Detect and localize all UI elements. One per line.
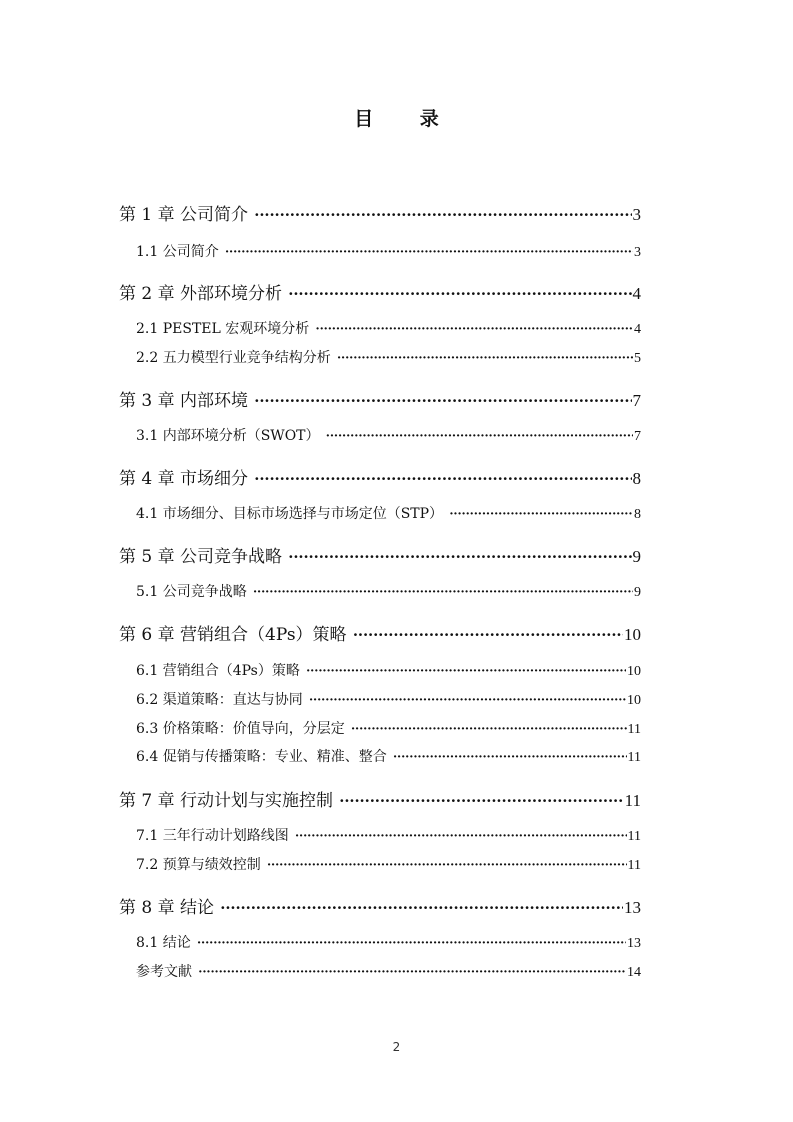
toc-chapter-entry[interactable]: [119, 786, 641, 811]
dot-leader: [254, 205, 631, 225]
toc-entry-label: 第 3 章 内部环境: [119, 391, 249, 411]
toc-chapter-entry[interactable]: [119, 464, 641, 489]
toc-entry-label: 1.1 公司简介: [136, 244, 219, 260]
toc-entry-label: 第 6 章 营销组合（4Ps）策略: [119, 625, 347, 645]
toc-entry-page-number: 14: [627, 965, 641, 980]
dot-leader: [198, 965, 626, 981]
toc-entry-page-number: 4: [634, 322, 641, 337]
toc-entry-label: 7.1 三年行动计划路线图: [136, 828, 289, 844]
toc-entry-page-number: 10: [627, 664, 641, 679]
toc-entry-page-number: 9: [634, 585, 641, 600]
dot-leader: [254, 391, 631, 411]
toc-section-entry[interactable]: [136, 660, 641, 680]
toc-entry-page-number: 7: [632, 391, 641, 410]
dot-leader: [306, 664, 626, 680]
dot-leader: [220, 898, 623, 918]
toc-entry-page-number: 4: [632, 284, 641, 303]
toc-entry-label: 第 2 章 外部环境分析: [119, 284, 283, 304]
dot-leader: [288, 547, 631, 567]
toc-entry-label: 第 8 章 结论: [119, 898, 215, 918]
toc-entry-label: 第 7 章 行动计划与实施控制: [119, 791, 334, 811]
dot-leader: [326, 429, 633, 445]
toc-entry-page-number: 11: [627, 722, 641, 737]
toc-entry-label: 2.2 五力模型行业竞争结构分析: [136, 350, 331, 366]
toc-entry-label: 3.1 内部环境分析（SWOT）: [136, 428, 320, 444]
dot-leader: [449, 507, 633, 523]
toc-chapter-entry[interactable]: [119, 386, 641, 411]
toc-chapter-entry[interactable]: [119, 542, 641, 567]
dot-leader: [288, 284, 631, 304]
toc-entry-label: 第 4 章 市场细分: [119, 469, 249, 489]
dot-leader: [353, 625, 623, 645]
toc-section-entry[interactable]: [136, 854, 641, 874]
dot-leader: [315, 322, 633, 338]
toc-entry-page-number: 11: [627, 829, 641, 844]
toc-entry-label: 4.1 市场细分、目标市场选择与市场定位（STP）: [136, 506, 444, 522]
toc-section-entry[interactable]: [136, 689, 641, 709]
dot-leader: [253, 585, 633, 601]
toc-chapter-entry[interactable]: [119, 620, 641, 645]
toc-entry-page-number: 8: [634, 507, 641, 522]
dot-leader: [339, 791, 624, 811]
toc-entry-label: 6.4 促销与传播策略：专业、精准、整合: [136, 749, 387, 765]
toc-section-entry[interactable]: [136, 503, 641, 523]
toc-section-entry[interactable]: [136, 241, 641, 261]
dot-leader: [225, 245, 633, 261]
toc-entry-page-number: 5: [634, 351, 641, 366]
toc-entry-page-number: 8: [632, 469, 641, 488]
toc-entry-page-number: 10: [624, 625, 641, 644]
dot-leader: [254, 469, 631, 489]
toc-section-entry[interactable]: [136, 961, 641, 981]
toc-entry-page-number: 11: [624, 791, 641, 810]
toc-section-entry[interactable]: [136, 746, 641, 766]
page-number: 2: [392, 1040, 401, 1054]
toc-entry-page-number: 3: [634, 245, 641, 260]
toc-section-entry[interactable]: [136, 425, 641, 445]
dot-leader: [337, 351, 633, 367]
toc-entry-label: 6.1 营销组合（4Ps）策略: [136, 663, 300, 679]
toc-entry-page-number: 7: [634, 429, 641, 444]
toc-entry-label: 第 1 章 公司简介: [119, 205, 249, 225]
dot-leader: [351, 722, 627, 738]
toc-entry-label: 2.1 PESTEL 宏观环境分析: [136, 321, 310, 337]
toc-chapter-entry[interactable]: [119, 893, 641, 918]
toc-entry-label: 6.3 价格策略：价值导向，分层定: [136, 721, 345, 737]
toc-section-entry[interactable]: [136, 318, 641, 338]
toc-section-entry[interactable]: [136, 825, 641, 845]
dot-leader: [197, 936, 626, 952]
toc-entry-label: 7.2 预算与绩效控制: [136, 857, 261, 873]
toc-section-entry[interactable]: [136, 932, 641, 952]
toc-entry-page-number: 9: [632, 547, 641, 566]
toc-entry-label: 6.2 渠道策略：直达与协同: [136, 692, 303, 708]
toc-section-entry[interactable]: [136, 581, 641, 601]
toc-section-entry[interactable]: [136, 718, 641, 738]
toc-entry-label: 5.1 公司竞争战略: [136, 584, 247, 600]
toc-entry-page-number: 13: [624, 898, 641, 917]
toc-chapter-entry[interactable]: [119, 200, 641, 225]
page-title: 目 录: [354, 108, 459, 130]
toc-entry-page-number: 11: [627, 858, 641, 873]
toc-entry-label: 参考文献: [136, 964, 192, 980]
toc-entry-page-number: 3: [632, 205, 641, 224]
toc-entry-label: 8.1 结论: [136, 935, 191, 951]
dot-leader: [267, 858, 627, 874]
dot-leader: [295, 829, 627, 845]
toc-entry-page-number: 11: [627, 750, 641, 765]
toc-section-entry[interactable]: [136, 347, 641, 367]
dot-leader: [393, 750, 627, 766]
toc-entry-page-number: 13: [627, 936, 641, 951]
toc-entry-label: 第 5 章 公司竞争战略: [119, 547, 283, 567]
toc-chapter-entry[interactable]: [119, 279, 641, 304]
dot-leader: [309, 693, 626, 709]
toc-entry-page-number: 10: [627, 693, 641, 708]
